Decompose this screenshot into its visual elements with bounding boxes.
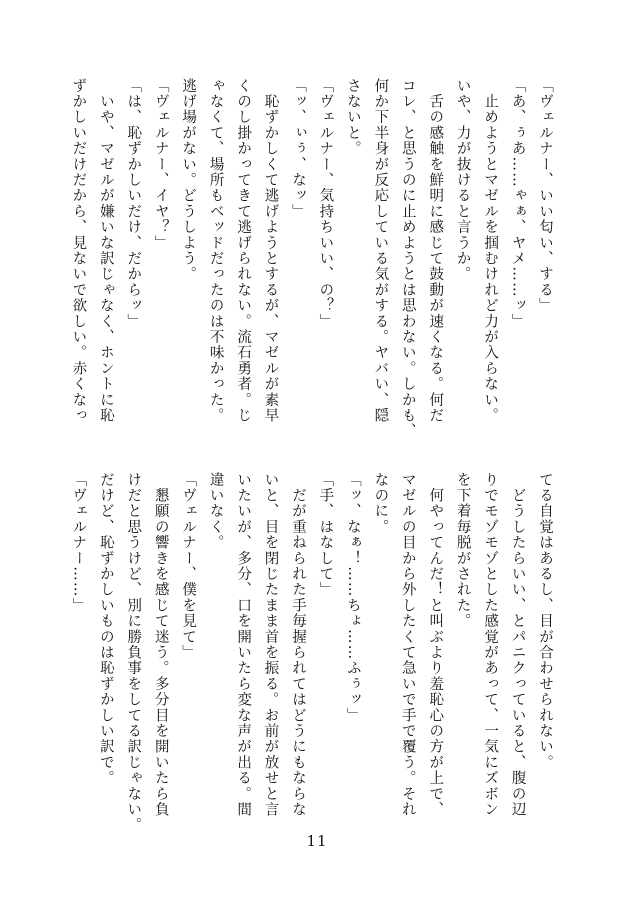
text-column: だが重ねられた手毎握られてはどうにもならな [289, 472, 306, 818]
text-column: なのに。 [372, 472, 389, 535]
text-column: を下着毎脱がされた。 [454, 472, 471, 629]
text-column: 「ヴェルナー、気持ちいい、の？」 [317, 78, 334, 330]
text-column: 止めようとマゼルを掴むけれど力が入らない。 [482, 78, 499, 424]
text-column: 「ヴェルナー……」 [70, 472, 87, 614]
text-column: 「ッ、ぃぅ、なッ」 [289, 78, 306, 220]
text-column: けだと思うけど、別に勝負事をしてる訳じゃない。 [125, 472, 142, 834]
text-column: さないと。 [344, 78, 361, 157]
text-column: 何やってんだ！と叫ぶより羞恥心の方が上で、 [427, 472, 444, 818]
text-column: ずかしいだけだから、見ないで欲しい。赤くなっ [70, 78, 87, 424]
text-column: 「手、はなして」 [317, 472, 334, 598]
text-column: ゃなくて、場所もベッドだったのは不味かった。 [207, 78, 224, 424]
text-column: いや、マゼルが嫌いな訳じゃなく、ホントに恥 [97, 78, 114, 424]
text-column: 「ヴェルナー、イヤ？」 [152, 78, 169, 251]
text-column: いと、目を閉じたまま首を振る。お前が放せと言 [262, 472, 279, 818]
text-column: てる自覚はあるし、目が合わせられない。 [537, 472, 553, 771]
text-column: いや、力が抜けると言うか。 [454, 78, 471, 283]
text-column: くのし掛かってきて逃げられない。流石勇者。じ [235, 78, 252, 424]
text-column: コレ、と思うのに止めようとは思わない。しかも、 [399, 78, 416, 440]
text-column: 「ヴェルナー、いい匂い、する」 [537, 78, 553, 314]
text-column: いたいが、多分、口を開いたら変な声が出る。間 [235, 472, 252, 818]
text-column: 「ヴェルナー、僕を見て」 [180, 472, 197, 661]
text-column: 懇願の響きを感じて迷う。多分目を開いたら負 [152, 472, 169, 818]
text-column: どうしたらいい、とパニクっていると、腹の辺 [509, 472, 526, 818]
text-column: 舌の感触を鮮明に感じて鼓動が速くなる。何だ [427, 78, 444, 424]
text-column: 「ッ、なぁ！……ちょ……ふぅッ」 [344, 472, 361, 724]
text-column: 「あ、ぅあ……ゃぁ、ヤメ……ッ」 [509, 78, 526, 330]
text-column: 恥ずかしくて逃げようとするが、マゼルが素早 [262, 78, 279, 424]
text-column: 何か下半身が反応している気がする。ヤバい、隠 [372, 78, 389, 424]
text-column: 「は、恥ずかしいだけ、だからッ」 [125, 78, 142, 330]
text-column: りでモゾモゾとした感覚があって、一気にズボン [482, 472, 499, 818]
text-column: だけど、恥ずかしいものは恥ずかしい訳で。 [97, 472, 114, 786]
text-column: マゼルの目から外したくて急いで手で覆う。それ [399, 472, 416, 818]
text-column: 逃げ場がない。どうしよう。 [180, 78, 197, 283]
page-number: 11 [306, 832, 328, 850]
text-column: 違いなく。 [207, 472, 224, 551]
